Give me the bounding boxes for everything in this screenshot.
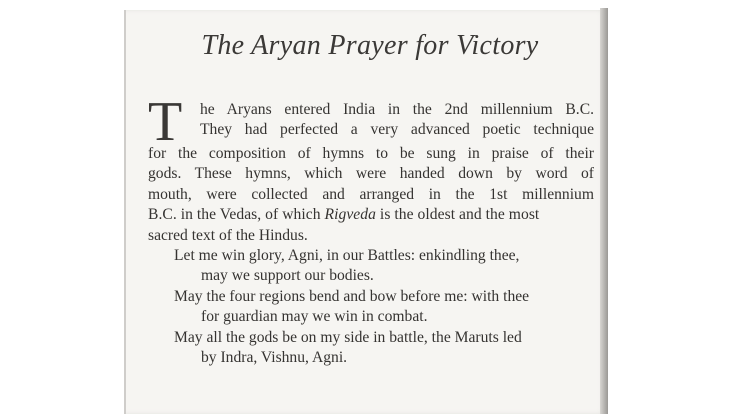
verse-line: may we support our bodies. [201,267,374,285]
intro-line-text: is the oldest and the most [375,206,540,224]
drop-cap-letter: T [148,91,183,153]
verse-2 [148,287,594,328]
verse-line: May all the gods be on my side in battle, the Maruts led [174,328,522,346]
verse-1 [148,246,594,287]
verse-line: May the four regions bend and bow before me: with thee [174,287,530,305]
intro-line: mouth, were collected and arranged in the 1st millennium [148,185,594,203]
rigveda-italic: Rigveda [324,206,376,224]
verse-3 [148,328,594,369]
intro-line: sacred text of the Hindus. [148,226,308,244]
intro-line-text: B.C. in the Vedas, of which [148,206,325,224]
intro-line: They had perfected a very advanced poetic technique [200,121,594,139]
intro-paragraph [148,91,594,246]
page-title: The Aryan Prayer for Victory [201,30,539,61]
page-left-edge [124,10,126,414]
page-gutter-shadow [600,8,608,414]
intro-line: for the composition of hymns to be sung in praise of their [148,145,594,162]
verse-line: by Indra, Vishnu, Agni. [201,349,348,367]
intro-line [148,205,594,225]
intro-line: he Aryans entered India in the 2nd millennium B.C. [200,101,594,118]
verse-line: for guardian may we win in combat. [201,308,428,326]
drop-cap [148,91,194,153]
page-body [148,91,594,368]
verse-line: Let me win glory, Agni, in our Battles: enkindling thee, [174,247,520,265]
intro-line: gods. These hymns, which were handed down by word of [148,165,594,183]
